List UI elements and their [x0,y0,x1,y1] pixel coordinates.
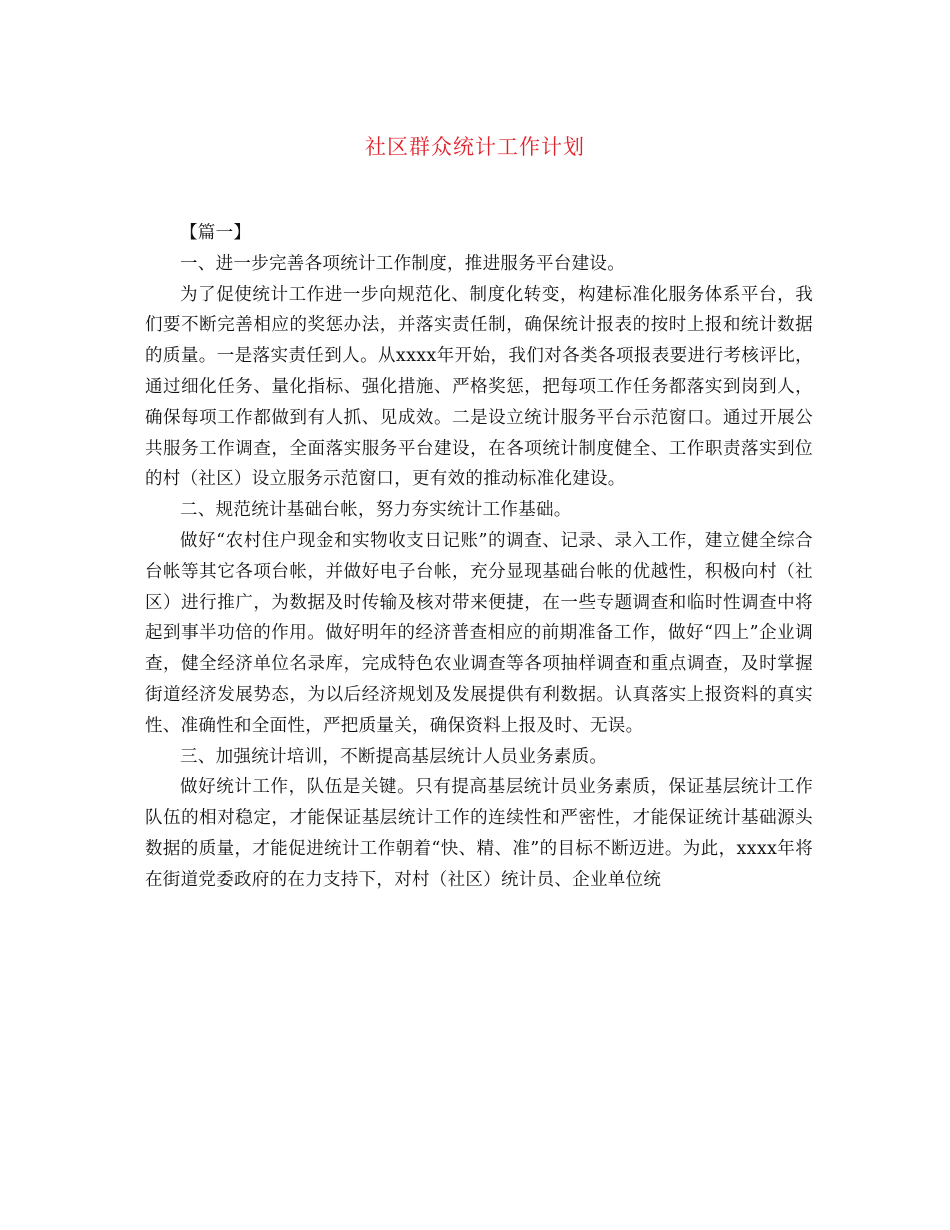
body-paragraph: 做好统计工作，队伍是关键。只有提高基层统计员业务素质，保证基层统计工作队伍的相对稳定，才能保证基层统计工作的连续性和严密性，才能保证统计基础源头数据的质量，才能促进统计工作朝着“快、精、准”的目标不断迈进。为此，xxxx年将在街道党委政府的在力支持下，对村（社区）统计员、企业单位统 [145,777,813,890]
section-label: 【篇一】 [180,223,252,243]
document-title: 社区群众统计工作计划 [365,135,585,159]
section-heading-1: 一、进一步完善各项统计工作制度，推进服务平台建设。 [180,253,625,274]
section-heading-2: 二、规范统计基础台帐，努力夯实统计工作基础。 [180,500,572,521]
body-paragraph: 为了促使统计工作进一步向规范化、制度化转变，构建标准化服务体系平台，我们要不断完善相应的奖惩办法，并落实责任制，确保统计报表的按时上报和统计数据的质量。一是落实责任到人。从xxxx年开始，我们对各类各项报表要进行考核评比，通过细化任务、量化指标、强化措施、严格奖惩，把每项工作任务都落实到岗到人，确保每项工作都做到有人抓、见成效。二是设立统计服务平台示范窗口。通过开展公共服务工作调查，全面落实服务平台建设，在各项统计制度健全、工作职责落实到位的村（社区）设立服务示范窗口，更有效的推动标准化建设。 [145,284,813,490]
section-heading-3: 三、加强统计培训，不断提高基层统计人员业务素质。 [180,746,608,767]
body-paragraph: 做好“农村住户现金和实物收支日记账”的调查、记录、录入工作，建立健全综合台帐等其它各项台帐，并做好电子台帐，充分显现基础台帐的优越性，积极向村（社区）进行推广，为数据及时传输及核对带来便捷，在一些专题调查和临时性调查中将起到事半功倍的作用。做好明年的经济普查相应的前期准备工作，做好“四上”企业调查，健全经济单位名录库，完成特色农业调查等各项抽样调查和重点调查，及时掌握街道经济发展势态，为以后经济规划及发展提供有利数据。认真落实上报资料的真实性、准确性和全面性，严把质量关，确保资料上报及时、无误。 [145,530,813,736]
document-body [145,218,813,896]
